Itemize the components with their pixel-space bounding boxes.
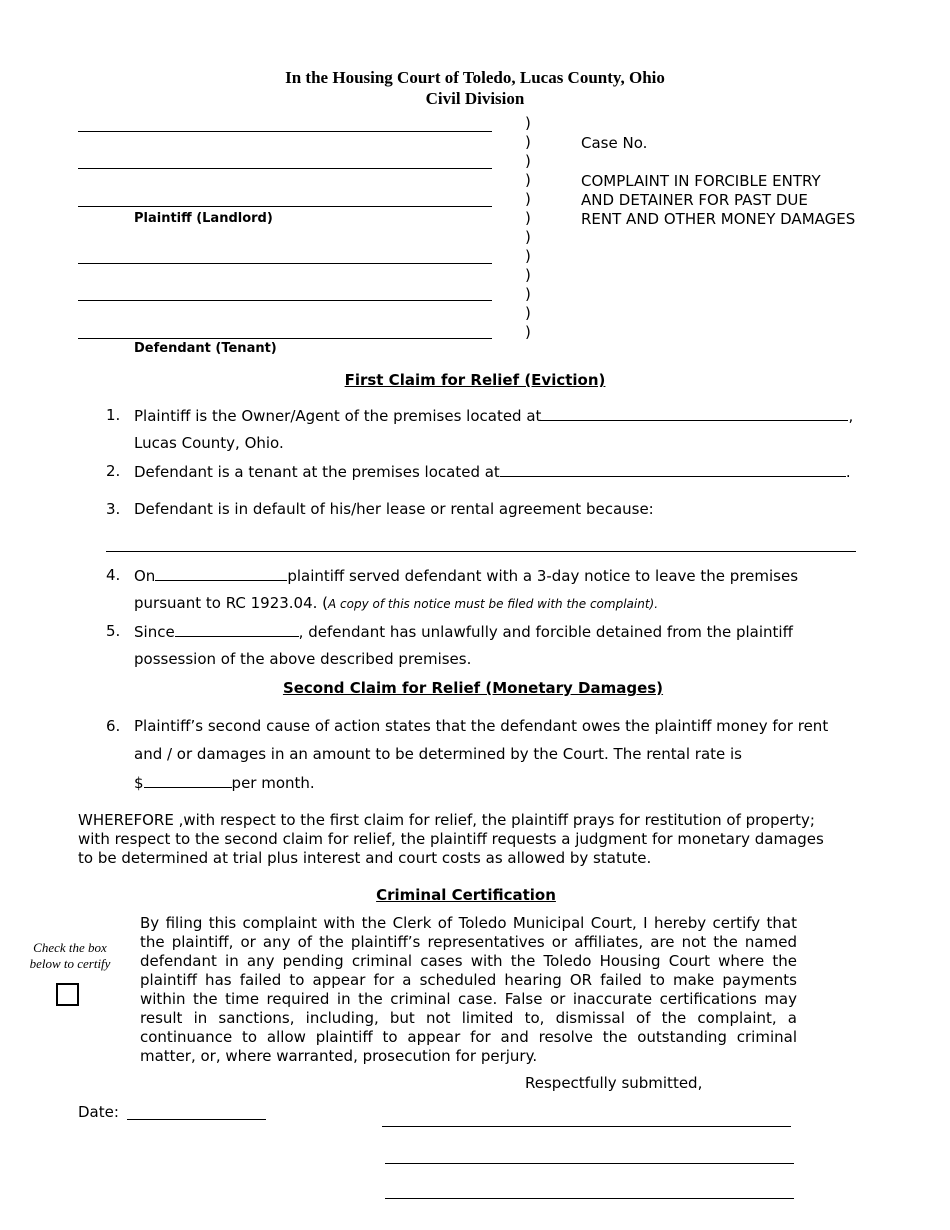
item-1-county: Lucas County, Ohio.	[134, 434, 284, 452]
item-5-text	[134, 622, 793, 641]
defendant-line-1[interactable]	[78, 263, 492, 264]
item-6-line3	[134, 773, 315, 792]
item-2-label: Defendant is a tenant at the premises located at	[134, 463, 500, 481]
caption-paren: )	[525, 133, 531, 151]
plaintiff-line-3[interactable]	[78, 206, 492, 207]
defendant-line-3[interactable]	[78, 338, 492, 339]
complaint-title	[581, 172, 855, 229]
caption-paren: )	[525, 285, 531, 303]
certify-checkbox[interactable]	[56, 983, 79, 1006]
premises-address-field[interactable]	[541, 406, 848, 421]
item-number: 5.	[106, 622, 121, 640]
item-4-note: A copy of this notice must be filed with the complaint).	[328, 597, 659, 611]
respectfully-submitted: Respectfully submitted,	[525, 1074, 703, 1092]
rental-rate-field[interactable]	[144, 773, 232, 788]
division-title: Civil Division	[425, 89, 525, 108]
item-1-label: Plaintiff is the Owner/Agent of the premises located at	[134, 407, 542, 425]
case-no-label: Case No.	[581, 134, 648, 152]
caption-paren: )	[525, 304, 531, 322]
defendant-label: Defendant (Tenant)	[134, 341, 277, 356]
caption-paren: )	[525, 171, 531, 189]
default-reason-field[interactable]	[106, 551, 856, 552]
tenant-premises-field[interactable]	[500, 462, 846, 477]
item-5-since: Since	[134, 623, 175, 641]
complaint-title-line: RENT AND OTHER MONEY DAMAGES	[581, 210, 856, 228]
caption-paren: )	[525, 152, 531, 170]
check-box-instruction-line: Check the box	[33, 940, 107, 955]
check-box-instruction	[12, 940, 128, 972]
detained-since-field[interactable]	[175, 622, 299, 637]
caption-paren: )	[525, 114, 531, 132]
plaintiff-line-2[interactable]	[78, 168, 492, 169]
complaint-title-line: COMPLAINT IN FORCIBLE ENTRY	[581, 172, 821, 190]
item-number: 4.	[106, 566, 121, 584]
item-4-pursuant: pursuant to RC 1923.04. (	[134, 594, 329, 612]
court-title: In the Housing Court of Toledo, Lucas County, Ohio	[285, 68, 665, 87]
wherefore-line: to be determined at trial plus interest and court costs as allowed by statute.	[78, 849, 652, 867]
item-number: 1.	[106, 406, 121, 424]
wherefore-line: WHEREFORE ,with respect to the first claim for relief, the plaintiff prays for restitution of property;	[78, 811, 815, 829]
item-4-served: plaintiff served defendant with a 3-day notice to leave the premises	[287, 567, 799, 585]
second-claim-title: Second Claim for Relief (Monetary Damages)	[282, 679, 664, 697]
defendant-line-2[interactable]	[78, 300, 492, 301]
caption-paren: )	[525, 247, 531, 265]
wherefore-paragraph	[78, 811, 868, 868]
signature-line-3[interactable]	[385, 1198, 794, 1199]
caption-paren: )	[525, 190, 531, 208]
criminal-certification-title: Criminal Certification	[376, 886, 556, 904]
date-field[interactable]	[127, 1119, 266, 1120]
caption-paren: )	[525, 266, 531, 284]
item-6-line2: and / or damages in an amount to be determined by the Court. The rental rate is	[134, 745, 742, 763]
item-number: 2.	[106, 462, 121, 480]
item-number: 3.	[106, 500, 121, 518]
item-number: 6.	[106, 717, 121, 735]
check-box-instruction-line: below to certify	[29, 956, 111, 971]
dollar-sign: $	[134, 774, 144, 792]
item-2-period: .	[845, 463, 851, 481]
caption-paren: )	[525, 323, 531, 341]
notice-date-field[interactable]	[155, 566, 287, 581]
item-1-comma: ,	[848, 407, 854, 425]
item-4-text	[134, 566, 798, 585]
first-claim-title: First Claim for Relief (Eviction)	[344, 371, 606, 389]
item-2-text	[134, 462, 851, 481]
caption-paren: )	[525, 209, 531, 227]
caption-paren: )	[525, 228, 531, 246]
plaintiff-line-1[interactable]	[78, 131, 492, 132]
item-4-on: On	[134, 567, 156, 585]
plaintiff-label: Plaintiff (Landlord)	[134, 211, 273, 226]
signature-line-2[interactable]	[385, 1163, 794, 1164]
item-5-line2: possession of the above described premises.	[134, 650, 472, 668]
item-3-text: Defendant is in default of his/her lease or rental agreement because:	[134, 500, 654, 518]
signature-line-1[interactable]	[382, 1126, 791, 1127]
per-month: per month.	[231, 774, 315, 792]
wherefore-line: with respect to the second claim for relief, the plaintiff requests a judgment for monetary damages	[78, 830, 824, 848]
item-1-text	[134, 406, 853, 425]
certification-text: By filing this complaint with the Clerk of Toledo Municipal Court, I hereby certify that the plaintiff, or any of the plaintiff’s representatives or affiliates, are not the named defendant in any pending criminal cases with the Toledo Housing Court where the plaintiff has failed to appear for a scheduled hearing OR failed to make payments within the time required in the criminal case. False or inaccurate certifications may result in sanctions, including, but not limited to, dismissal of the complaint, a continuance to allow plaintiff to appear for and resolve the outstanding criminal matter, or, where warranted, prosecution for perjury.	[140, 914, 797, 1065]
item-4-line2	[134, 594, 658, 612]
date-label: Date:	[78, 1103, 119, 1121]
complaint-title-line: AND DETAINER FOR PAST DUE	[581, 191, 808, 209]
item-5-rest: , defendant has unlawfully and forcible detained from the plaintiff	[298, 623, 793, 641]
item-6-line1: Plaintiff’s second cause of action states that the defendant owes the plaintiff money for rent	[134, 717, 829, 735]
